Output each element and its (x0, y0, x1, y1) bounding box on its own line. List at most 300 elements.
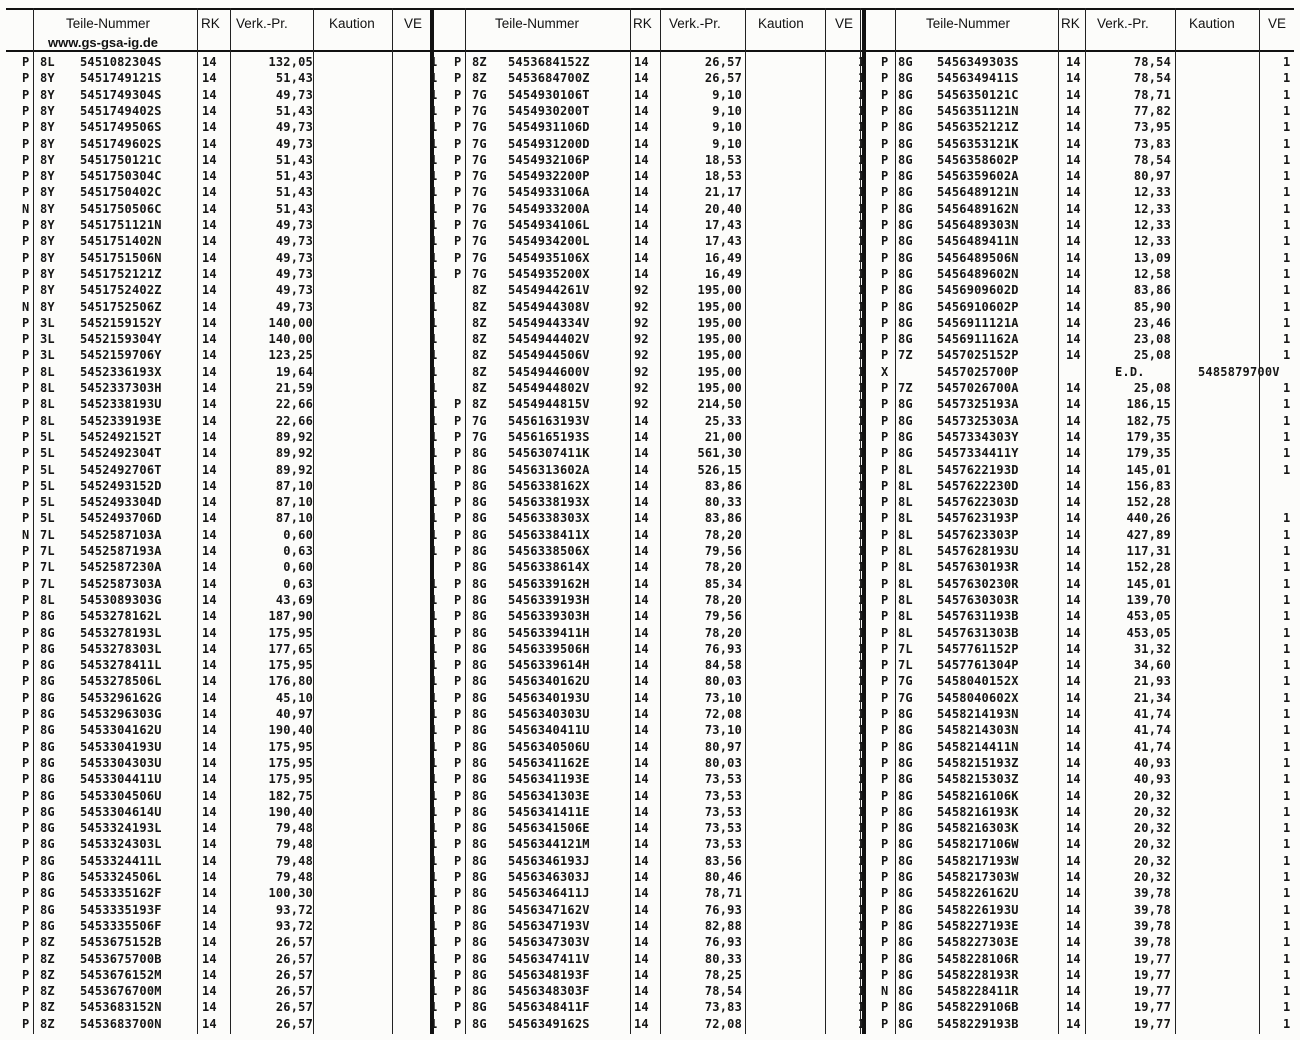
price-value: 177,65 (268, 641, 313, 656)
status-flag: P (454, 55, 462, 69)
rk-value: 14 (202, 364, 217, 379)
part-number: 5451750304C (80, 169, 162, 184)
series-code: 8G (472, 755, 487, 770)
status-flag: P (881, 527, 889, 542)
series-code: 8L (898, 544, 913, 558)
price-value: 0,63 (283, 544, 313, 558)
price-value: 78,20 (704, 527, 742, 542)
ve-value: 1 (858, 739, 866, 754)
series-code: 8G (40, 772, 55, 787)
rk-value: 14 (634, 886, 649, 901)
status-flag: P (454, 853, 462, 868)
series-code: 8G (472, 560, 487, 575)
rk-value: 14 (1066, 886, 1081, 901)
rk-value: 14 (634, 120, 649, 135)
ve-value: 1 (858, 413, 866, 428)
series-code: 7G (472, 136, 487, 151)
part-number: 5454932106P (508, 152, 590, 167)
ve-value: 1 (430, 136, 438, 151)
ve-value: 1 (858, 527, 866, 542)
rk-value: 14 (1066, 218, 1081, 232)
part-number: 5458226193U (937, 902, 1019, 917)
price-value: 18,53 (704, 169, 742, 184)
price-value: 73,53 (704, 837, 742, 852)
rk-value: 14 (634, 576, 649, 591)
part-number: 5453676152M (80, 967, 162, 982)
status-flag: P (881, 870, 889, 884)
part-number: 5458226162U (937, 886, 1019, 901)
status-flag: P (22, 413, 30, 428)
price-value: 43,69 (275, 592, 313, 607)
rk-value: 14 (634, 511, 649, 526)
rk-value: 14 (202, 560, 217, 575)
part-number: 5453278162L (80, 609, 162, 624)
price-value: 9,10 (712, 103, 742, 118)
status-flag: P (881, 821, 889, 836)
part-number: 5456347303V (508, 935, 590, 950)
ve-value: 1 (1283, 71, 1291, 86)
rk-value: 14 (202, 185, 217, 200)
part-number: 5457622230D (937, 478, 1019, 493)
price-value: 100,30 (268, 886, 313, 901)
rk-value: 14 (202, 707, 217, 721)
part-number: 5454944308V (508, 299, 590, 314)
part-number: 5458229193B (937, 1016, 1019, 1031)
status-flag: P (22, 250, 30, 265)
rk-value: 14 (1066, 1000, 1081, 1015)
price-value: 80,46 (704, 870, 742, 884)
series-code: 8L (898, 592, 913, 607)
part-number: 5456910602P (937, 299, 1019, 314)
column-rule (1175, 8, 1176, 1034)
price-value: 0,60 (283, 527, 313, 542)
ve-value: 1 (858, 788, 866, 803)
part-number: 5458216193K (937, 804, 1019, 819)
series-code: 8G (40, 870, 55, 884)
price-value: 20,32 (1133, 788, 1171, 803)
ve-value: 1 (1283, 609, 1291, 624)
ve-value: 1 (858, 935, 866, 950)
rk-value: 14 (202, 397, 217, 412)
series-code: 8G (898, 804, 913, 819)
ve-value: 1 (430, 495, 438, 510)
series-code: 8L (898, 560, 913, 575)
status-flag: P (881, 967, 889, 982)
rk-value: 14 (634, 87, 649, 102)
price-value: 214,50 (697, 397, 742, 412)
ve-value: 1 (858, 592, 866, 607)
price-value: 80,97 (1133, 169, 1171, 184)
series-code: 8G (898, 723, 913, 738)
status-flag: P (881, 951, 889, 966)
part-number: 5456338506X (508, 544, 590, 558)
series-code: 8L (898, 495, 913, 510)
series-code: 8G (472, 707, 487, 721)
ve-value: 1 (1283, 641, 1291, 656)
series-code: 8G (472, 511, 487, 526)
price-header: Verk.-Pr. (669, 16, 721, 31)
price-value: 22,66 (275, 397, 313, 412)
part-number: 5456339614H (508, 658, 590, 673)
price-value: 73,83 (1133, 136, 1171, 151)
series-code: 8Z (472, 332, 487, 347)
price-value: 19,77 (1133, 1016, 1171, 1031)
status-flag: P (22, 1016, 30, 1031)
rk-value: 14 (1066, 755, 1081, 770)
price-value: 51,43 (275, 201, 313, 216)
ve-value: 1 (858, 1016, 866, 1031)
part-number: 5458040152X (937, 674, 1019, 689)
price-value: 45,10 (275, 690, 313, 705)
price-value: 20,32 (1133, 821, 1171, 836)
part-header: Teile-Nummer (926, 16, 1011, 31)
ve-value: 1 (430, 1000, 438, 1015)
series-code: 8Y (40, 250, 55, 265)
price-value: 93,72 (275, 902, 313, 917)
series-code: 8L (40, 381, 55, 395)
ve-value: 1 (858, 560, 866, 575)
series-code: 5L (40, 495, 55, 510)
status-flag: P (881, 136, 889, 151)
price-value: 12,33 (1133, 185, 1171, 200)
ve-value: 1 (430, 234, 438, 249)
status-flag: P (454, 967, 462, 982)
price-value: 156,83 (1126, 478, 1171, 493)
part-number: 5452339193E (80, 413, 162, 428)
ve-value: 1 (430, 739, 438, 754)
part-number: 5456346303J (508, 870, 590, 884)
rk-value: 14 (1066, 592, 1081, 607)
ve-value: 1 (1283, 544, 1291, 558)
part-number: 5454944600V (508, 364, 590, 379)
series-code: 7Z (898, 348, 913, 363)
rk-value: 14 (1066, 788, 1081, 803)
ve-value: 1 (1283, 103, 1291, 118)
status-flag: P (22, 1000, 30, 1015)
part-number: 5454935106X (508, 250, 590, 265)
status-flag: P (22, 120, 30, 135)
status-flag: P (454, 266, 462, 281)
ve-value: 1 (430, 609, 438, 624)
status-flag: P (22, 592, 30, 607)
status-flag: N (22, 201, 30, 216)
ve-value: 1 (1283, 951, 1291, 966)
rk-value: 14 (1066, 609, 1081, 624)
rk-value: 14 (202, 658, 217, 673)
part-number: 5458229106B (937, 1000, 1019, 1015)
series-code: 8G (40, 837, 55, 852)
ve-value: 1 (858, 1000, 866, 1015)
price-value: 25,08 (1133, 348, 1171, 363)
series-code: 8G (898, 169, 913, 184)
part-number: 5456339411H (508, 625, 590, 640)
part-number: 5456348411F (508, 1000, 590, 1015)
part-number: 5451749402S (80, 103, 162, 118)
series-code: 8G (898, 967, 913, 982)
price-value: E.D. (1115, 364, 1145, 379)
price-value: 21,00 (704, 429, 742, 444)
status-flag: P (454, 951, 462, 966)
status-flag: P (454, 169, 462, 184)
rk-value: 14 (1066, 152, 1081, 167)
status-flag: P (454, 739, 462, 754)
rk-value: 14 (634, 413, 649, 428)
ve-value: 1 (430, 185, 438, 200)
rk-value: 14 (1066, 870, 1081, 884)
rk-value: 14 (1066, 348, 1081, 363)
status-flag: P (881, 446, 889, 461)
series-code: 8Z (472, 348, 487, 363)
rk-value: 14 (1066, 707, 1081, 721)
series-code: 7L (898, 641, 913, 656)
part-number: 5451750506C (80, 201, 162, 216)
status-flag: P (22, 984, 30, 999)
part-number: 5454935200X (508, 266, 590, 281)
status-flag: P (454, 413, 462, 428)
ve-value: 1 (430, 918, 438, 933)
rk-value: 14 (1066, 674, 1081, 689)
ve-value: 1 (858, 332, 866, 347)
rk-value: 14 (634, 201, 649, 216)
price-value: 78,25 (704, 967, 742, 982)
rk-value: 14 (202, 544, 217, 558)
ve-value: 1 (430, 348, 438, 363)
price-value: 40,93 (1133, 755, 1171, 770)
series-code: 7G (472, 185, 487, 200)
price-value: 31,32 (1133, 641, 1171, 656)
price-value: 76,93 (704, 641, 742, 656)
rk-value: 14 (1066, 576, 1081, 591)
rk-value: 14 (202, 381, 217, 395)
price-value: 49,73 (275, 250, 313, 265)
part-number: 5454933106A (508, 185, 590, 200)
status-flag: P (881, 1000, 889, 1015)
status-flag: P (454, 527, 462, 542)
price-value: 89,92 (275, 462, 313, 477)
price-value: 19,77 (1133, 951, 1171, 966)
series-code: 8G (472, 544, 487, 558)
part-number: 5454934106L (508, 218, 590, 232)
ve-value: 1 (430, 625, 438, 640)
series-code: 8G (40, 853, 55, 868)
ve-value: 1 (430, 283, 438, 298)
price-value: 195,00 (697, 348, 742, 363)
price-value: 85,34 (704, 576, 742, 591)
part-number: 5453683152N (80, 1000, 162, 1015)
rk-value: 14 (202, 641, 217, 656)
price-value: 73,95 (1133, 120, 1171, 135)
price-value: 20,40 (704, 201, 742, 216)
rk-value: 14 (634, 1016, 649, 1031)
part-number: 5452587230A (80, 560, 162, 575)
price-value: 186,15 (1126, 397, 1171, 412)
status-flag: P (881, 1016, 889, 1031)
price-value: 72,08 (704, 707, 742, 721)
series-code: 8G (472, 967, 487, 982)
series-code: 7G (472, 169, 487, 184)
price-value: 26,57 (275, 1000, 313, 1015)
rk-value: 14 (202, 755, 217, 770)
status-flag: P (454, 918, 462, 933)
status-flag: P (22, 381, 30, 395)
part-number: 5456341162E (508, 755, 590, 770)
status-flag: P (454, 641, 462, 656)
series-code: 7G (472, 103, 487, 118)
part-number: 5453324411L (80, 853, 162, 868)
rk-value: 14 (634, 234, 649, 249)
series-code: 8G (40, 609, 55, 624)
ve-value: 1 (430, 478, 438, 493)
series-code: 8G (898, 918, 913, 933)
series-code: 8G (898, 201, 913, 216)
status-flag: P (881, 103, 889, 118)
part-header: Teile-Nummer (495, 16, 580, 31)
series-code: 7L (898, 658, 913, 673)
rk-value: 92 (634, 348, 649, 363)
ve-value: 1 (1283, 511, 1291, 526)
price-value: 23,46 (1133, 315, 1171, 330)
ve-value: 1 (430, 299, 438, 314)
ve-value: 1 (1283, 169, 1291, 184)
price-value: 79,48 (275, 870, 313, 884)
ve-value: 1 (1283, 837, 1291, 852)
series-code: 8G (472, 592, 487, 607)
price-value: 49,73 (275, 136, 313, 151)
part-number: 5451752121Z (80, 266, 162, 281)
status-flag: P (454, 397, 462, 412)
part-number: 5456909602D (937, 283, 1019, 298)
rk-value: 92 (634, 315, 649, 330)
price-value: 84,58 (704, 658, 742, 673)
ve-value: 1 (430, 690, 438, 705)
price-value: 39,78 (1133, 886, 1171, 901)
status-flag: P (881, 71, 889, 86)
status-flag: P (881, 886, 889, 901)
price-value: 187,90 (268, 609, 313, 624)
status-flag: P (22, 772, 30, 787)
series-code: 8Z (40, 1016, 55, 1031)
price-value: 12,33 (1133, 234, 1171, 249)
series-code: 8G (472, 837, 487, 852)
rk-value: 14 (202, 576, 217, 591)
ve-header: VE (404, 16, 423, 31)
status-flag: P (22, 853, 30, 868)
price-value: 19,64 (275, 364, 313, 379)
part-number: 5457630230R (937, 576, 1019, 591)
status-flag: P (22, 152, 30, 167)
part-number: 5456341193E (508, 772, 590, 787)
price-value: 182,75 (268, 788, 313, 803)
rk-value: 14 (634, 1000, 649, 1015)
series-code: 8L (40, 413, 55, 428)
status-flag: P (881, 902, 889, 917)
ve-value: 1 (430, 788, 438, 803)
status-flag: P (881, 625, 889, 640)
ve-value: 1 (1283, 560, 1291, 575)
part-number: 5456338614X (508, 560, 590, 575)
series-code: 8G (472, 609, 487, 624)
part-number: 5453296162G (80, 690, 162, 705)
series-code: 8G (898, 821, 913, 836)
series-code: 8G (898, 951, 913, 966)
ve-value: 1 (1283, 592, 1291, 607)
part-number: 5453304162U (80, 723, 162, 738)
rk-value: 14 (1066, 71, 1081, 86)
price-value: 26,57 (275, 951, 313, 966)
rk-value: 14 (1066, 641, 1081, 656)
part-number: 5456347411V (508, 951, 590, 966)
rk-value: 14 (1066, 413, 1081, 428)
rk-value: 14 (202, 413, 217, 428)
ve-value: 1 (858, 152, 866, 167)
rk-value: 14 (634, 103, 649, 118)
status-flag: P (454, 511, 462, 526)
ve-value: 1 (1283, 658, 1291, 673)
price-value: 145,01 (1126, 576, 1171, 591)
part-number: 5453675152B (80, 935, 162, 950)
part-number: 5458215193Z (937, 755, 1019, 770)
ve-value: 1 (1283, 804, 1291, 819)
series-code: 5L (40, 446, 55, 461)
price-value: 78,54 (1133, 71, 1171, 86)
status-flag: P (22, 136, 30, 151)
series-code: 8G (898, 984, 913, 999)
price-value: 453,05 (1126, 625, 1171, 640)
rk-value: 14 (202, 332, 217, 347)
rk-value: 14 (634, 266, 649, 281)
status-flag: P (454, 446, 462, 461)
price-value: 49,73 (275, 234, 313, 249)
status-flag: P (22, 234, 30, 249)
ve-value: 1 (430, 429, 438, 444)
part-number: 5456338193X (508, 495, 590, 510)
rk-value: 14 (1066, 527, 1081, 542)
price-value: 26,57 (704, 55, 742, 69)
series-code: 8G (40, 658, 55, 673)
ve-value: 1 (430, 707, 438, 721)
ve-value: 1 (858, 185, 866, 200)
rk-value: 14 (202, 169, 217, 184)
ve-value: 1 (858, 984, 866, 999)
rk-value: 14 (1066, 185, 1081, 200)
status-flag: P (881, 397, 889, 412)
part-number: 5456352121Z (937, 120, 1019, 135)
price-value: 21,34 (1133, 690, 1171, 705)
status-flag: P (881, 169, 889, 184)
rk-value: 14 (202, 837, 217, 852)
rk-value: 14 (1066, 918, 1081, 933)
price-value: 195,00 (697, 332, 742, 347)
part-number: 5456344121M (508, 837, 590, 852)
ve-value: 1 (858, 364, 866, 379)
status-flag: P (22, 266, 30, 281)
rk-value: 14 (202, 935, 217, 950)
series-code: 8G (472, 918, 487, 933)
part-number: 5458227303E (937, 935, 1019, 950)
rk-value: 14 (202, 918, 217, 933)
rk-value: 14 (1066, 169, 1081, 184)
series-code: 5L (40, 462, 55, 477)
series-code: 3L (40, 315, 55, 330)
ve-value: 1 (858, 136, 866, 151)
rk-value: 14 (1066, 55, 1081, 69)
rk-value: 14 (202, 315, 217, 330)
ve-value: 1 (1283, 821, 1291, 836)
status-flag: P (22, 478, 30, 493)
price-value: 17,43 (704, 234, 742, 249)
ve-value: 1 (858, 478, 866, 493)
price-value: 427,89 (1126, 527, 1171, 542)
